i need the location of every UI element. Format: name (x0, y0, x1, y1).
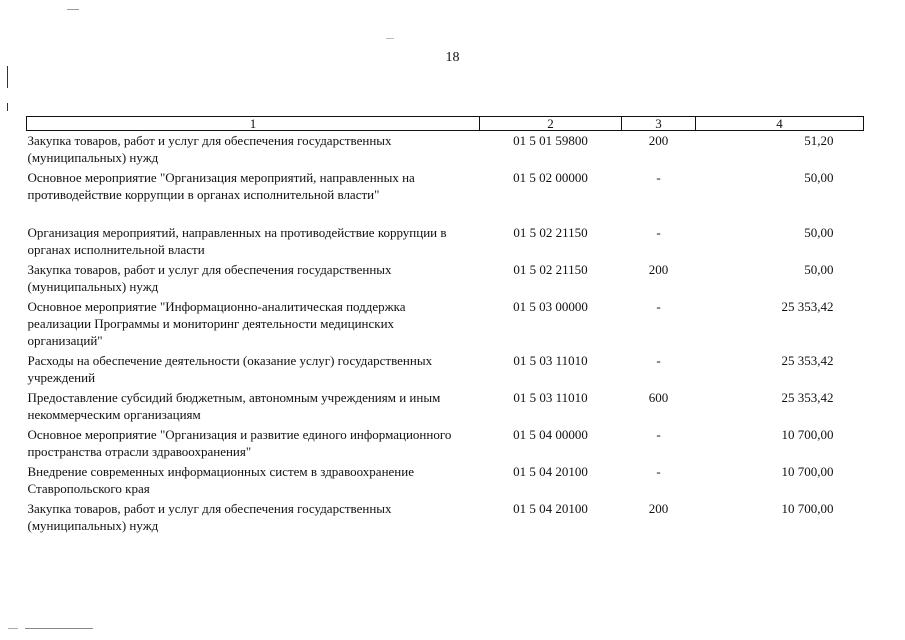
row-code: 01 5 04 20100 (513, 501, 588, 516)
row-expense-type: 600 (648, 390, 669, 405)
row-name: Предоставление субсидий бюджетным, автономным учреждениям и иным некоммерческим организациям (27, 390, 441, 422)
header-row (27, 117, 864, 131)
table-row (27, 223, 864, 260)
row-amount: 10 700,00 (781, 501, 834, 516)
table-row (27, 499, 864, 536)
row-code: 01 5 02 00000 (513, 170, 588, 185)
row-expense-type: 200 (648, 133, 669, 148)
header-column-4: 4 (696, 117, 864, 131)
table-header (27, 117, 864, 131)
row-code: 01 5 03 00000 (513, 299, 588, 314)
row-name: Основное мероприятие "Информационно-аналитическая поддержка реализации Программы и мониторинг деятельности медицинских организаций" (27, 299, 406, 348)
row-name: Закупка товаров, работ и услуг для обеспечения государственных (муниципальных) нужд (27, 133, 392, 165)
table-row (27, 351, 864, 388)
row-name: Закупка товаров, работ и услуг для обеспечения государственных (муниципальных) нужд (27, 501, 392, 533)
scan-edge-mark (25, 628, 93, 629)
row-amount: 10 700,00 (781, 427, 834, 442)
row-expense-type: - (656, 464, 661, 479)
row-amount: 25 353,42 (781, 390, 834, 405)
row-name: Внедрение современных информационных систем в здравоохранение Ставропольского края (27, 464, 414, 496)
table-row (27, 297, 864, 351)
row-amount: 51,20 (804, 133, 834, 148)
scan-edge-mark (7, 66, 8, 88)
row-amount: 25 353,42 (781, 299, 834, 314)
row-code: 01 5 03 11010 (513, 390, 588, 405)
row-expense-type: 200 (648, 501, 669, 516)
row-expense-type: - (656, 225, 661, 240)
row-expense-type: - (656, 299, 661, 314)
table-row (27, 260, 864, 297)
row-amount: 25 353,42 (781, 353, 834, 368)
row-amount: 50,00 (804, 225, 834, 240)
budget-table (26, 116, 864, 536)
header-column-2: 2 (480, 117, 622, 131)
row-name: Основное мероприятие "Организация мероприятий, направленных на противодействие коррупции в органах исполнительной власти" (27, 170, 415, 202)
table-row (27, 168, 864, 223)
scan-edge-mark (7, 103, 8, 111)
row-code: 01 5 04 20100 (513, 464, 588, 479)
row-expense-type: - (656, 353, 661, 368)
row-amount: 50,00 (804, 262, 834, 277)
row-name: Организация мероприятий, направленных на противодействие коррупции в органах исполнительной власти (27, 225, 447, 257)
row-amount: 10 700,00 (781, 464, 834, 479)
row-code: 01 5 04 00000 (513, 427, 588, 442)
table-row (27, 388, 864, 425)
row-name: Расходы на обеспечение деятельности (оказание услуг) государственных учреждений (27, 353, 433, 385)
row-name: Закупка товаров, работ и услуг для обеспечения государственных (муниципальных) нужд (27, 262, 392, 294)
table-row (27, 131, 864, 169)
row-amount: 50,00 (804, 170, 834, 185)
row-expense-type: - (656, 427, 661, 442)
table-row (27, 462, 864, 499)
row-expense-type: - (656, 170, 661, 185)
scan-edge-mark (67, 9, 79, 10)
row-code: 01 5 02 21150 (513, 225, 588, 240)
scan-edge-mark (386, 38, 394, 39)
table-body (27, 131, 864, 537)
page-number: 18 (445, 50, 460, 65)
row-code: 01 5 03 11010 (513, 353, 588, 368)
table-row (27, 425, 864, 462)
header-column-3: 3 (622, 117, 696, 131)
row-expense-type: 200 (648, 262, 669, 277)
scan-edge-mark (8, 628, 18, 629)
header-column-1: 1 (27, 117, 480, 131)
row-code: 01 5 02 21150 (513, 262, 588, 277)
row-code: 01 5 01 59800 (513, 133, 588, 148)
row-name: Основное мероприятие "Организация и развитие единого информационного пространства отрасли здравоохранения" (27, 427, 452, 459)
